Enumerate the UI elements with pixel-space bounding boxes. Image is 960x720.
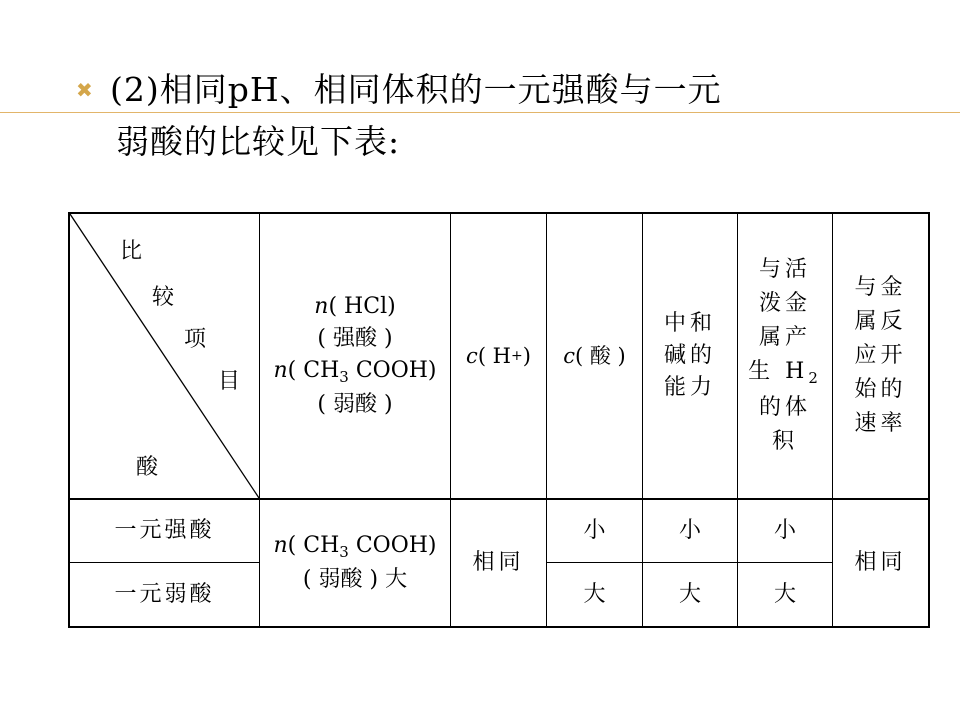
h2-line-1: 与活 — [758, 257, 811, 283]
c-acid-symbol: c — [563, 343, 575, 368]
ch3-subscript: 3 — [339, 368, 349, 387]
neutralize-line-3: 能力 — [663, 374, 716, 400]
strong-neutralize: 小 — [678, 518, 701, 544]
h2-subscript: 2 — [808, 369, 822, 388]
row-label-strong: 一元强酸 — [114, 518, 215, 544]
h-close: ) — [522, 343, 531, 368]
header-amount — [260, 214, 450, 498]
rate-line-1: 与金 — [854, 274, 907, 300]
weak-c-acid: 大 — [583, 581, 606, 607]
neutralize-line-2: 碱的 — [663, 343, 716, 369]
neutralize-line-1: 中和 — [663, 311, 716, 337]
ch3-label: ( CH — [287, 358, 340, 384]
x-mark-icon: ✖ — [76, 78, 93, 102]
merged-amount-cell — [260, 500, 450, 626]
h2-line-3: 属产 — [758, 325, 811, 351]
corner-label-suan: 酸 — [136, 455, 159, 480]
merged-ch3-label: ( CH — [287, 533, 340, 559]
merged-weak-large: ( 弱酸 ) 大 — [302, 566, 408, 592]
merged-h-same: 相同 — [472, 550, 525, 576]
acid-label: ( 酸 ) — [575, 343, 626, 368]
corner-label-bi: 比 — [120, 239, 143, 264]
strong-h2-volume: 小 — [773, 518, 796, 544]
n-symbol-2: n — [273, 358, 288, 384]
merged-ch3-subscript: 3 — [339, 543, 349, 562]
c-symbol: c — [466, 343, 478, 368]
heading-line-2: 弱酸的比较见下表: — [116, 122, 401, 161]
h-open: ( H — [477, 343, 511, 368]
h2-line-4: 生 H — [748, 359, 809, 385]
merged-cooh-label: COOH) — [348, 533, 437, 559]
weak-neutralize: 大 — [678, 581, 701, 607]
header-acid-concentration — [547, 214, 642, 498]
corner-label-mu: 目 — [218, 369, 241, 394]
cooh-label: COOH) — [348, 358, 437, 384]
h2-line-6: 积 — [771, 428, 798, 454]
n-symbol: n — [314, 294, 329, 320]
strong-c-acid: 小 — [583, 518, 606, 544]
rate-line-2: 属反 — [854, 308, 907, 334]
header-h-concentration — [451, 214, 546, 498]
strong-acid-label: ( 强酸 ) — [317, 326, 393, 352]
merged-rate-same: 相同 — [854, 550, 907, 576]
header-rate — [833, 214, 928, 498]
h-plus: + — [511, 347, 523, 364]
merged-n-symbol: n — [273, 533, 288, 559]
hcl-label: ( HCl) — [328, 294, 396, 320]
header-neutralize — [643, 214, 737, 498]
rate-line-3: 应开 — [854, 342, 907, 368]
row-label-weak: 一元弱酸 — [114, 581, 215, 607]
heading-line-1: (2)相同pH、相同体积的一元强酸与一元 — [110, 70, 722, 109]
corner-label-jiao: 较 — [152, 285, 175, 310]
rate-line-4: 始的 — [854, 377, 907, 403]
corner-label-xiang: 项 — [184, 327, 207, 352]
h2-line-5: 的体 — [758, 394, 811, 420]
header-h2-volume — [738, 214, 832, 498]
weak-acid-label: ( 弱酸 ) — [317, 391, 393, 417]
h2-line-2: 泼金 — [758, 291, 811, 317]
rate-line-5: 速率 — [854, 411, 907, 437]
weak-h2-volume: 大 — [773, 581, 796, 607]
